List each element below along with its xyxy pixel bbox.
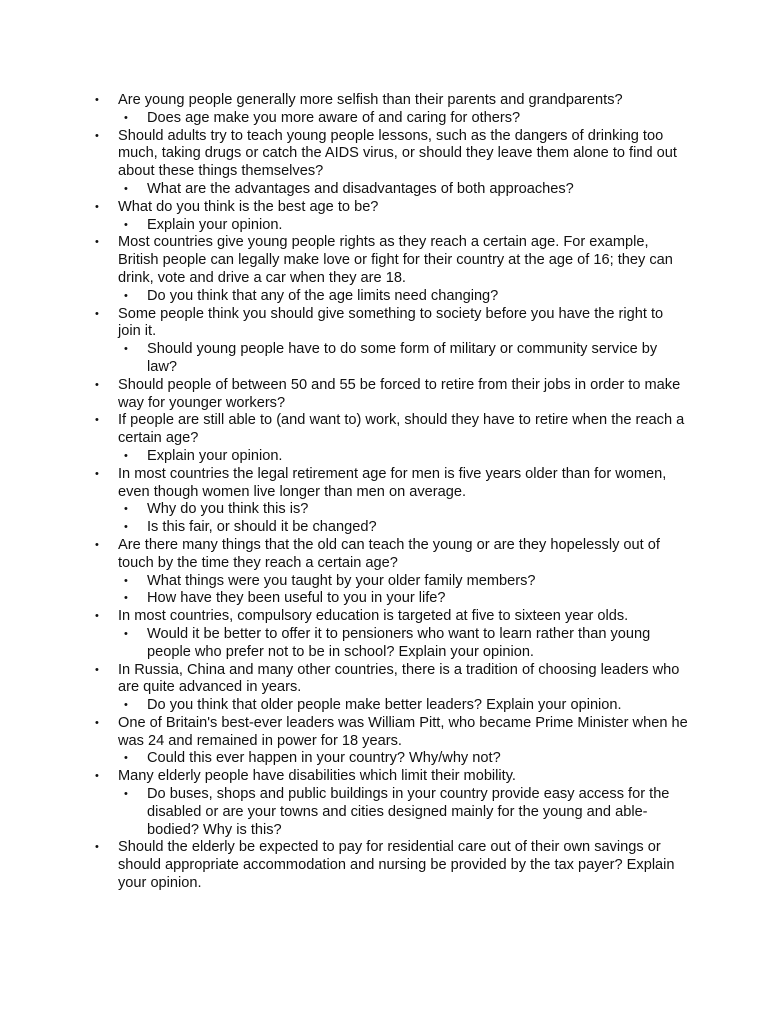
question-item bbox=[0, 306, 768, 342]
question-text: Should adults try to teach young people lessons, such as the dangers of drinking too much, taking drugs or catch the AIDS virus, or should they leave them alone to find out about these things themselves? bbox=[118, 127, 677, 180]
document-page bbox=[0, 92, 768, 893]
bullet-icon: • bbox=[95, 236, 99, 249]
sub-question-item bbox=[0, 573, 768, 591]
bullet-icon: • bbox=[124, 521, 128, 534]
sub-question-item bbox=[0, 750, 768, 768]
question-item bbox=[0, 92, 768, 110]
question-item bbox=[0, 662, 768, 698]
sub-question-text: Do you think that any of the age limits need changing? bbox=[147, 287, 499, 304]
sub-question-item bbox=[0, 110, 768, 128]
question-item bbox=[0, 234, 768, 287]
bullet-icon: • bbox=[124, 752, 128, 765]
bullet-icon: • bbox=[124, 699, 128, 712]
bullet-icon: • bbox=[124, 627, 128, 640]
sub-question-item bbox=[0, 341, 768, 377]
sub-question-text: Could this ever happen in your country? Why/why not? bbox=[147, 750, 501, 767]
bullet-icon: • bbox=[124, 218, 128, 231]
sub-question-item bbox=[0, 786, 768, 839]
sub-question-text: Should young people have to do some form of military or community service by law? bbox=[147, 341, 658, 375]
sub-question-item bbox=[0, 697, 768, 715]
question-item bbox=[0, 768, 768, 786]
bullet-icon: • bbox=[124, 574, 128, 587]
question-text: If people are still able to (and want to) work, should they have to retire when the reach a certain age? bbox=[118, 412, 685, 447]
sub-question-text: Do buses, shops and public buildings in your country provide easy access for the disabled or are your towns and cities designed mainly for the young and able-bodied? Why is this? bbox=[147, 786, 670, 838]
question-text: Are there many things that the old can teach the young or are they hopelessly out of touch by the time they reach a certain age? bbox=[118, 536, 660, 571]
bullet-icon: • bbox=[95, 841, 99, 854]
bullet-icon: • bbox=[95, 663, 99, 676]
question-text: Many elderly people have disabilities which limit their mobility. bbox=[118, 768, 516, 785]
bullet-icon: • bbox=[124, 182, 128, 195]
sub-question-text: What are the advantages and disadvantages of both approaches? bbox=[147, 180, 574, 197]
question-text: What do you think is the best age to be? bbox=[118, 198, 379, 215]
sub-question-item bbox=[0, 181, 768, 199]
question-text: In Russia, China and many other countries, there is a tradition of choosing leaders who are quite advanced in years. bbox=[118, 661, 680, 696]
bullet-icon: • bbox=[95, 610, 99, 623]
question-text: In most countries, compulsory education is targeted at five to sixteen year olds. bbox=[118, 608, 629, 625]
sub-question-text: Is this fair, or should it be changed? bbox=[147, 519, 377, 536]
sub-question-item bbox=[0, 448, 768, 466]
bullet-icon: • bbox=[124, 111, 128, 124]
bullet-icon: • bbox=[124, 343, 128, 356]
question-item bbox=[0, 377, 768, 413]
bullet-icon: • bbox=[95, 716, 99, 729]
question-text: One of Britain's best-ever leaders was William Pitt, who became Prime Minister when he was 24 and remained in power for 18 years. bbox=[118, 714, 688, 749]
sub-question-text: Does age make you more aware of and caring for others? bbox=[147, 109, 521, 126]
bullet-icon: • bbox=[124, 788, 128, 801]
bullet-icon: • bbox=[95, 94, 99, 106]
question-text: Should people of between 50 and 55 be forced to retire from their jobs in order to make way for younger workers? bbox=[118, 376, 681, 411]
bullet-icon: • bbox=[95, 129, 99, 142]
question-item bbox=[0, 839, 768, 892]
sub-question-text: How have they been useful to you in your life? bbox=[147, 590, 446, 607]
question-item bbox=[0, 608, 768, 626]
question-text: Most countries give young people rights as they reach a certain age. For example, British people can legally make love or fight for their country at the age of 16; they can drink, vote and drive a car when they are 18. bbox=[118, 234, 673, 286]
bullet-icon: • bbox=[124, 503, 128, 516]
bullet-icon: • bbox=[95, 307, 99, 320]
question-item bbox=[0, 128, 768, 181]
sub-question-item bbox=[0, 519, 768, 537]
question-text: Should the elderly be expected to pay for residential care out of their own savings or should appropriate accommodation and nursing be provided by the tax payer? Explain your opinion. bbox=[118, 839, 675, 892]
sub-question-item bbox=[0, 501, 768, 519]
question-item bbox=[0, 715, 768, 751]
question-item bbox=[0, 412, 768, 448]
sub-question-text: Why do you think this is? bbox=[147, 501, 309, 518]
sub-question-text: Explain your opinion. bbox=[147, 216, 283, 233]
sub-question-item bbox=[0, 626, 768, 662]
sub-question-text: Do you think that older people make better leaders? Explain your opinion. bbox=[147, 697, 622, 714]
question-item bbox=[0, 537, 768, 573]
question-item bbox=[0, 466, 768, 502]
bullet-icon: • bbox=[124, 289, 128, 302]
sub-question-text: Would it be better to offer it to pensioners who want to learn rather than young people who prefer not to be in school? Explain your opinion. bbox=[147, 625, 651, 660]
bullet-icon: • bbox=[95, 378, 99, 391]
sub-question-item bbox=[0, 288, 768, 306]
bullet-icon: • bbox=[95, 200, 99, 213]
bullet-icon: • bbox=[95, 770, 99, 783]
sub-question-text: What things were you taught by your older family members? bbox=[147, 572, 536, 589]
sub-question-item bbox=[0, 590, 768, 608]
bullet-icon: • bbox=[124, 592, 128, 605]
bullet-icon: • bbox=[95, 538, 99, 551]
bullet-icon: • bbox=[95, 467, 99, 480]
sub-question-item bbox=[0, 217, 768, 235]
bullet-icon: • bbox=[124, 449, 128, 462]
question-list bbox=[0, 92, 768, 893]
question-text: Some people think you should give something to society before you have the right to join it. bbox=[118, 305, 664, 340]
question-item bbox=[0, 199, 768, 217]
question-text: Are young people generally more selfish than their parents and grandparents? bbox=[118, 92, 623, 108]
bullet-icon: • bbox=[95, 414, 99, 427]
question-text: In most countries the legal retirement age for men is five years older than for women, even though women live longer than men on average. bbox=[118, 465, 667, 500]
sub-question-text: Explain your opinion. bbox=[147, 447, 283, 464]
